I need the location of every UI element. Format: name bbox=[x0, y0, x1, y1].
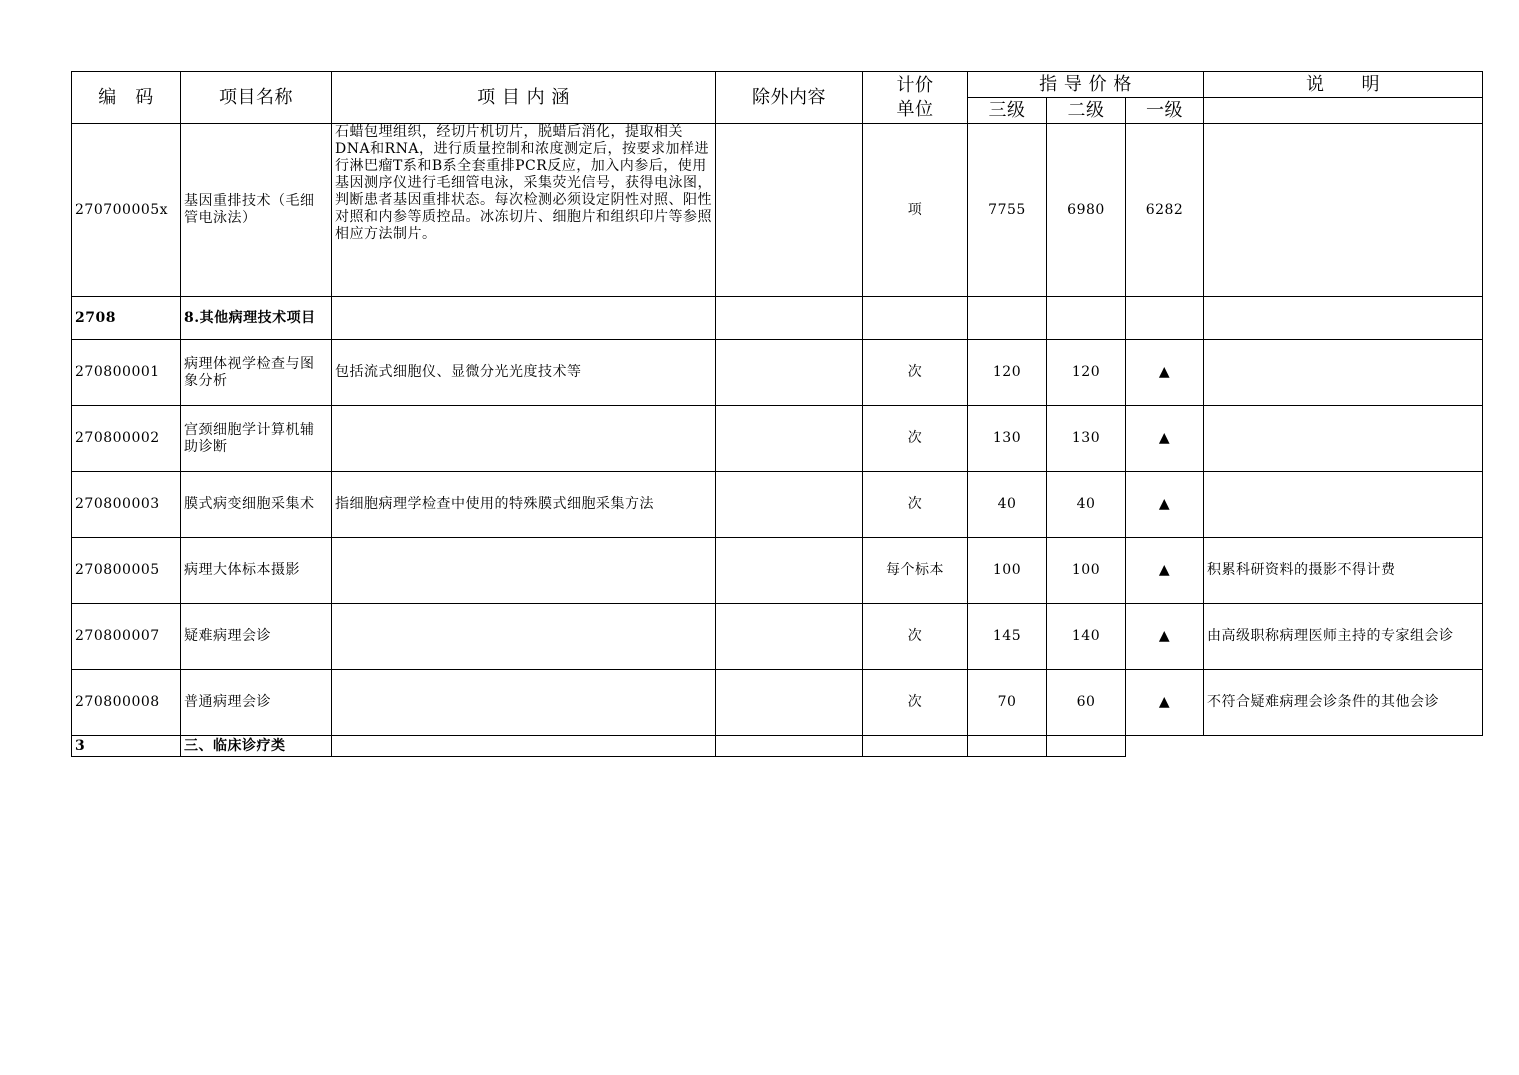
cell-price-level2: 120 bbox=[1047, 340, 1126, 406]
cell-code: 270800007 bbox=[72, 604, 181, 670]
cell-name: 病理大体标本摄影 bbox=[181, 538, 332, 604]
cell-note bbox=[1204, 124, 1483, 297]
cell-price-level2: 6980 bbox=[1047, 124, 1126, 297]
cell-note: 积累科研资料的摄影不得计费 bbox=[1204, 538, 1483, 604]
cell-price-level1: ▲ bbox=[1126, 340, 1204, 406]
cell-unit: 次 bbox=[863, 472, 968, 538]
header-price: 指 导 价 格 bbox=[968, 72, 1204, 98]
header-content: 项 目 内 涵 bbox=[332, 72, 716, 124]
header-name: 项目名称 bbox=[181, 72, 332, 124]
cell-exclude bbox=[716, 297, 863, 340]
cell-price-level2: 140 bbox=[1047, 604, 1126, 670]
cell-exclude bbox=[716, 406, 863, 472]
header-note-sub bbox=[1204, 98, 1483, 124]
cell-price-level3: 70 bbox=[968, 670, 1047, 736]
header-unit-line2: 单位 bbox=[896, 98, 934, 120]
cell-price-level3: 40 bbox=[968, 472, 1047, 538]
cell-name: 膜式病变细胞采集术 bbox=[181, 472, 332, 538]
cell-code: 270800005 bbox=[72, 538, 181, 604]
table-row bbox=[72, 670, 1483, 736]
cell-note bbox=[1204, 340, 1483, 406]
cell-unit: 每个标本 bbox=[863, 538, 968, 604]
cell-exclude bbox=[716, 340, 863, 406]
cell-code: 270800003 bbox=[72, 472, 181, 538]
cell-name: 疑难病理会诊 bbox=[181, 604, 332, 670]
cell-price-level1: ▲ bbox=[1126, 538, 1204, 604]
table-row bbox=[72, 736, 1483, 757]
header-exclude: 除外内容 bbox=[716, 72, 863, 124]
cell-unit: 项 bbox=[863, 124, 968, 297]
cell-content: 指细胞病理学检查中使用的特殊膜式细胞采集方法 bbox=[332, 472, 716, 538]
cell-content: 包括流式细胞仪、显微分光光度技术等 bbox=[332, 340, 716, 406]
cell-price-level3 bbox=[968, 736, 1047, 757]
cell-price-level1 bbox=[1126, 736, 1204, 757]
cell-content bbox=[332, 538, 716, 604]
table-row bbox=[72, 406, 1483, 472]
cell-note bbox=[1204, 736, 1483, 757]
cell-exclude bbox=[716, 604, 863, 670]
cell-name: 8.其他病理技术项目 bbox=[181, 297, 332, 340]
cell-note: 不符合疑难病理会诊条件的其他会诊 bbox=[1204, 670, 1483, 736]
cell-exclude bbox=[716, 472, 863, 538]
table-row bbox=[72, 124, 1483, 297]
cell-note bbox=[1204, 297, 1483, 340]
header-unit bbox=[863, 72, 968, 124]
cell-unit: 次 bbox=[863, 340, 968, 406]
header-level3: 三级 bbox=[968, 98, 1047, 124]
table-row bbox=[72, 538, 1483, 604]
cell-unit bbox=[863, 736, 968, 757]
cell-price-level2: 40 bbox=[1047, 472, 1126, 538]
cell-code: 270800008 bbox=[72, 670, 181, 736]
cell-price-level1: ▲ bbox=[1126, 472, 1204, 538]
cell-code: 3 bbox=[72, 736, 181, 757]
cell-price-level3: 100 bbox=[968, 538, 1047, 604]
table-row bbox=[72, 340, 1483, 406]
cell-note: 由高级职称病理医师主持的专家组会诊 bbox=[1204, 604, 1483, 670]
cell-content bbox=[332, 406, 716, 472]
cell-name: 宫颈细胞学计算机辅助诊断 bbox=[181, 406, 332, 472]
cell-code: 270800002 bbox=[72, 406, 181, 472]
cell-price-level2 bbox=[1047, 297, 1126, 340]
cell-price-level1: ▲ bbox=[1126, 604, 1204, 670]
cell-exclude bbox=[716, 736, 863, 757]
cell-content bbox=[332, 297, 716, 340]
cell-exclude bbox=[716, 538, 863, 604]
cell-price-level3 bbox=[968, 297, 1047, 340]
cell-name: 病理体视学检查与图象分析 bbox=[181, 340, 332, 406]
cell-price-level2: 60 bbox=[1047, 670, 1126, 736]
cell-note bbox=[1204, 406, 1483, 472]
cell-code: 270800001 bbox=[72, 340, 181, 406]
cell-note bbox=[1204, 472, 1483, 538]
cell-price-level3: 7755 bbox=[968, 124, 1047, 297]
cell-code: 2708 bbox=[72, 297, 181, 340]
cell-name: 三、临床诊疗类 bbox=[181, 736, 332, 757]
cell-price-level1 bbox=[1126, 297, 1204, 340]
cell-unit: 次 bbox=[863, 604, 968, 670]
price-table bbox=[71, 71, 1483, 757]
cell-price-level2: 100 bbox=[1047, 538, 1126, 604]
cell-unit: 次 bbox=[863, 670, 968, 736]
table-row bbox=[72, 604, 1483, 670]
cell-content bbox=[332, 736, 716, 757]
cell-code: 270700005x bbox=[72, 124, 181, 297]
cell-name: 普通病理会诊 bbox=[181, 670, 332, 736]
header-unit-line1: 计价 bbox=[896, 74, 934, 96]
cell-content bbox=[332, 604, 716, 670]
cell-exclude bbox=[716, 124, 863, 297]
cell-price-level3: 130 bbox=[968, 406, 1047, 472]
cell-unit: 次 bbox=[863, 406, 968, 472]
cell-price-level1: 6282 bbox=[1126, 124, 1204, 297]
cell-price-level1: ▲ bbox=[1126, 670, 1204, 736]
header-note: 说 明 bbox=[1204, 72, 1483, 98]
cell-name: 基因重排技术（毛细管电泳法） bbox=[181, 124, 332, 297]
cell-price-level1: ▲ bbox=[1126, 406, 1204, 472]
table-row bbox=[72, 472, 1483, 538]
header-code: 编 码 bbox=[72, 72, 181, 124]
cell-price-level2: 130 bbox=[1047, 406, 1126, 472]
cell-content bbox=[332, 670, 716, 736]
cell-content: 石蜡包埋组织，经切片机切片，脱蜡后消化，提取相关DNA和RNA，进行质量控制和浓度测定后，按要求加样进行淋巴瘤T系和B系全套重排PCR反应，加入内参后，使用基因测序仪进行毛细管电泳，采集荧光信号，获得电泳图，判断患者基因重排状态。每次检测必须设定阴性对照、阳性对照和内参等质控品。冰冻切片、细胞片和组织印片等参照相应方法制片。 bbox=[332, 124, 716, 297]
header-level1: 一级 bbox=[1126, 98, 1204, 124]
cell-price-level2 bbox=[1047, 736, 1126, 757]
table-row bbox=[72, 297, 1483, 340]
cell-price-level3: 120 bbox=[968, 340, 1047, 406]
cell-price-level3: 145 bbox=[968, 604, 1047, 670]
cell-unit bbox=[863, 297, 968, 340]
cell-exclude bbox=[716, 670, 863, 736]
header-level2: 二级 bbox=[1047, 98, 1126, 124]
